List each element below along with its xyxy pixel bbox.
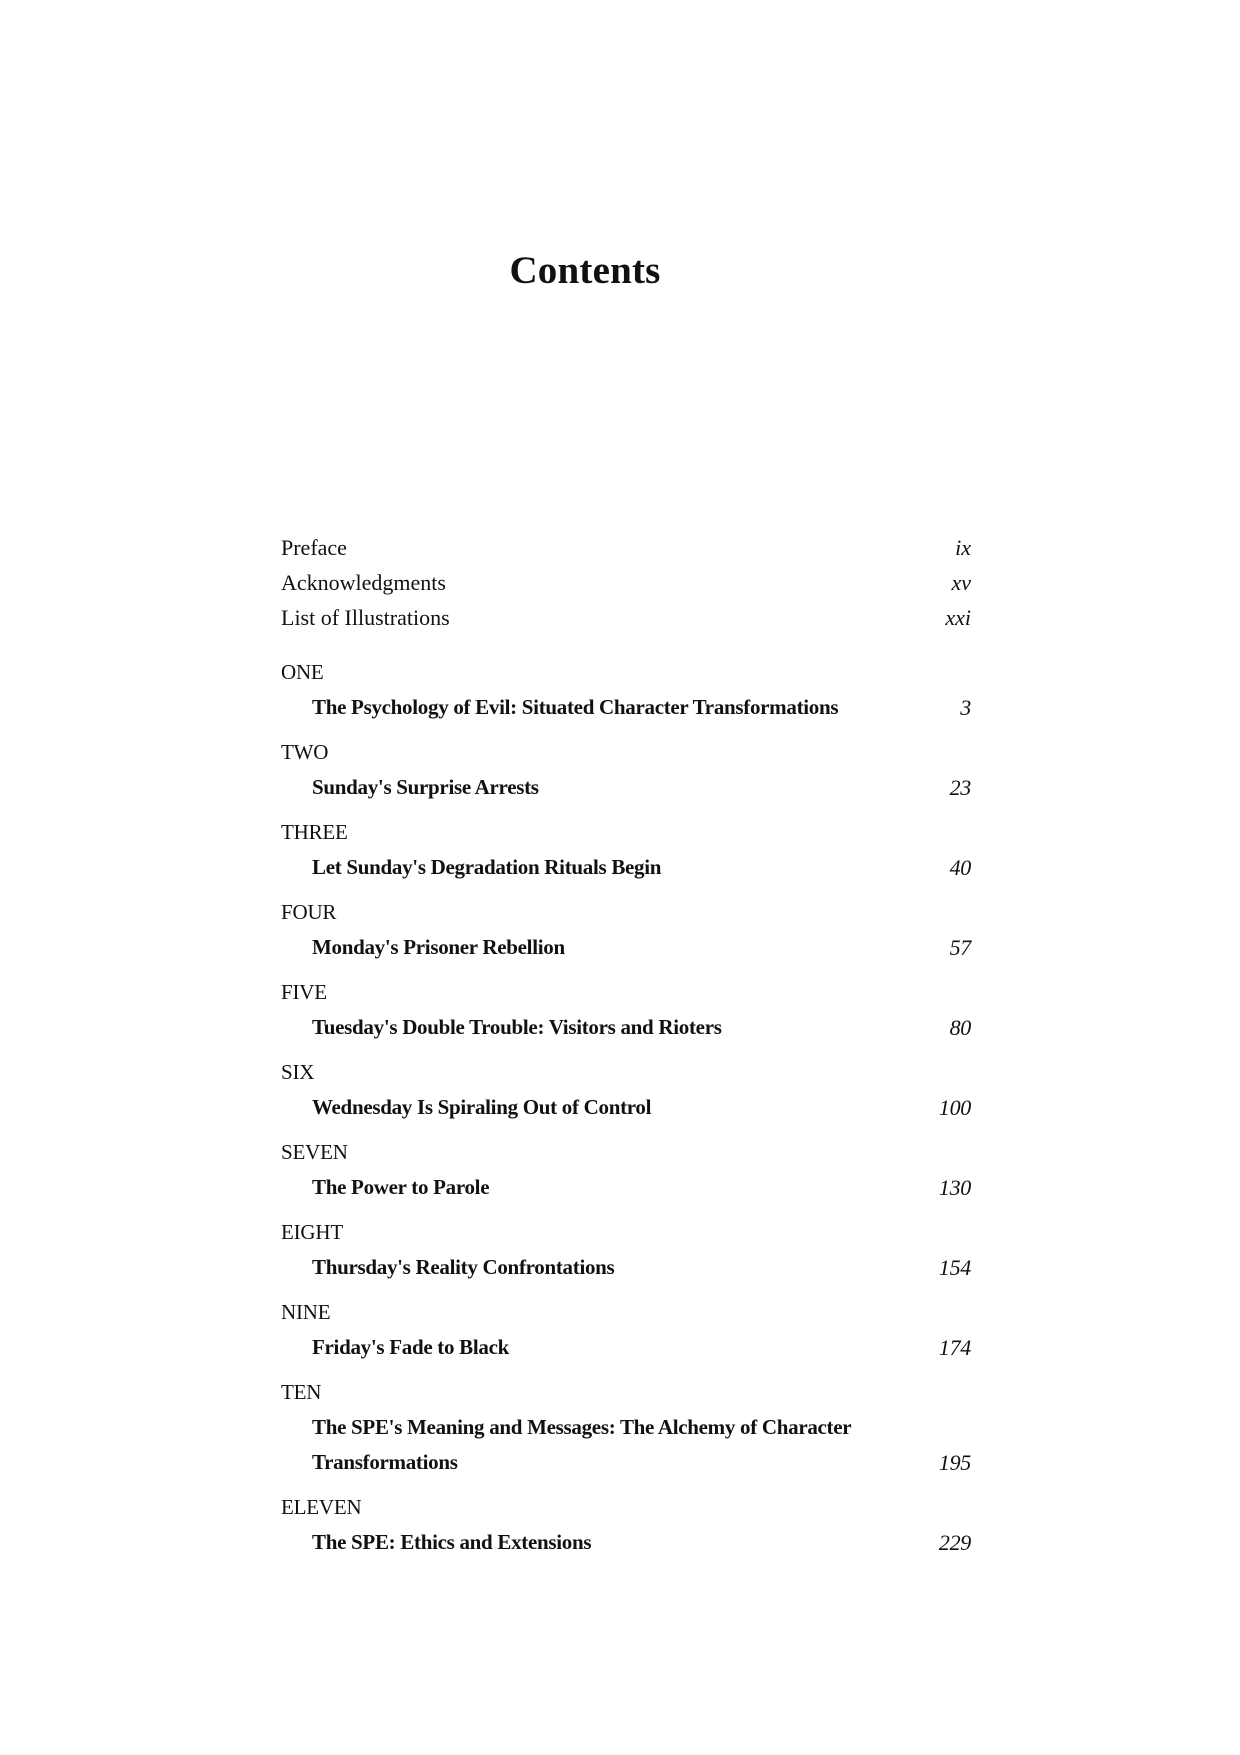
chapter-number: FIVE: [281, 980, 327, 1004]
page-title: Contents: [509, 249, 661, 292]
chapter-number: FOUR: [281, 900, 337, 924]
chapter-entry-nine[interactable]: [281, 1295, 971, 1365]
chapter-title: Wednesday Is Spiraling Out of Control: [312, 1095, 652, 1119]
chapter-title: Monday's Prisoner Rebellion: [312, 935, 565, 959]
chapter-title: The Psychology of Evil: Situated Character Transformations: [312, 695, 839, 719]
chapter-number: EIGHT: [281, 1220, 343, 1244]
chapter-entry-five[interactable]: [281, 975, 971, 1045]
chapter-row: [281, 1410, 971, 1480]
chapter-row: [281, 850, 971, 885]
chapter-number: THREE: [281, 820, 348, 844]
chapter-title: The SPE: Ethics and Extensions: [312, 1530, 592, 1554]
chapter-title: Tuesday's Double Trouble: Visitors and Rioters: [312, 1015, 722, 1039]
chapter-row: [281, 1090, 971, 1125]
chapter-row: [281, 1250, 971, 1285]
chapter-number: ONE: [281, 660, 324, 684]
toc-page-number: 23: [949, 775, 971, 800]
table-of-contents: [281, 535, 971, 1570]
toc-page-number: ix: [955, 535, 971, 560]
chapter-entry-three[interactable]: [281, 815, 971, 885]
toc-entry-label: Preface: [281, 535, 347, 560]
chapter-entry-eleven[interactable]: [281, 1490, 971, 1560]
chapter-title: The SPE's Meaning and Messages: The Alchemy of Character Transformations: [312, 1415, 851, 1474]
chapter-row: [281, 930, 971, 965]
chapter-row: [281, 1170, 971, 1205]
chapter-row: [281, 1330, 971, 1365]
chapter-entry-seven[interactable]: [281, 1135, 971, 1205]
chapter-title: Friday's Fade to Black: [312, 1335, 509, 1359]
front-matter-list: [281, 535, 971, 640]
chapter-number: ELEVEN: [281, 1495, 362, 1519]
chapter-row: [281, 690, 971, 725]
chapter-number: SEVEN: [281, 1140, 348, 1164]
chapter-entry-eight[interactable]: [281, 1215, 971, 1285]
chapter-entry-ten[interactable]: [281, 1375, 971, 1480]
toc-page-number: 229: [938, 1530, 971, 1555]
chapter-number: TEN: [281, 1380, 322, 1404]
toc-page-number: xxi: [945, 605, 971, 630]
toc-page-number: 195: [938, 1450, 971, 1475]
chapter-number: SIX: [281, 1060, 315, 1084]
toc-entry-list-of-illustrations[interactable]: [281, 605, 971, 640]
toc-page-number: 100: [938, 1095, 971, 1120]
toc-entry-acknowledgments[interactable]: [281, 570, 971, 605]
toc-page-number: 154: [938, 1255, 971, 1280]
chapter-title: The Power to Parole: [312, 1175, 490, 1199]
chapter-number: TWO: [281, 740, 329, 764]
toc-page-number: 80: [949, 1015, 971, 1040]
chapter-title: Sunday's Surprise Arrests: [312, 775, 539, 799]
chapter-entry-four[interactable]: [281, 895, 971, 965]
toc-entry-label: Acknowledgments: [281, 570, 446, 595]
toc-page-number: 57: [949, 935, 971, 960]
chapter-row: [281, 1010, 971, 1045]
toc-page-number: 130: [938, 1175, 971, 1200]
toc-page-number: 174: [938, 1335, 971, 1360]
chapter-title: Thursday's Reality Confrontations: [312, 1255, 615, 1279]
chapter-entry-two[interactable]: [281, 735, 971, 805]
chapter-title: Let Sunday's Degradation Rituals Begin: [312, 855, 662, 879]
chapter-entry-six[interactable]: [281, 1055, 971, 1125]
toc-entry-label: List of Illustrations: [281, 605, 450, 630]
chapter-row: [281, 770, 971, 805]
toc-page-number: xv: [951, 570, 971, 595]
chapter-entry-one[interactable]: [281, 655, 971, 725]
toc-page-number: 3: [960, 695, 971, 720]
toc-entry-preface[interactable]: [281, 535, 971, 570]
chapter-number: NINE: [281, 1300, 331, 1324]
toc-page-number: 40: [949, 855, 971, 880]
chapter-row: [281, 1525, 971, 1560]
